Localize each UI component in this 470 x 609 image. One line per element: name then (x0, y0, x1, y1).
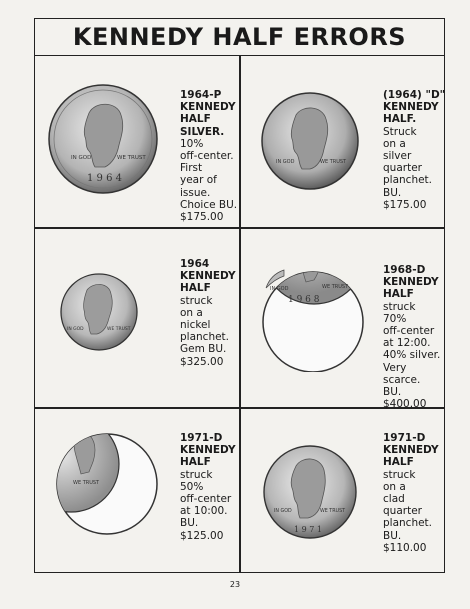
listing-line: $325.00 (180, 355, 224, 368)
listing-cell (240, 408, 446, 572)
coin-motto: WE TRUST (117, 155, 146, 161)
listing-line: struck (180, 294, 213, 307)
listing-cell (35, 408, 239, 572)
coin-motto: IN GOD (276, 159, 295, 165)
coin-motto: IN GOD (71, 155, 92, 161)
listing-line: off-center. (180, 150, 234, 163)
listing-line: 70% (383, 312, 407, 325)
listing-line: 1968-D (383, 264, 426, 276)
listing-line: on a (383, 137, 406, 150)
listing-line: at 10:00. (180, 505, 228, 518)
listing-line: KENNEDY (180, 101, 236, 114)
coin-motto: IN GOD (274, 509, 292, 514)
listing-line: (1964) "D" (383, 89, 446, 101)
coin-motto: WE TRUST (107, 327, 131, 332)
listing-text-1964-d (383, 89, 445, 211)
listing-line: planchet. (383, 174, 433, 187)
listing-line: off-center (383, 325, 435, 338)
coin-image (47, 83, 159, 195)
listing-line: issue. (180, 186, 211, 199)
listing-line: HALF. (383, 113, 417, 126)
listing-line: at 12:00. (383, 337, 431, 350)
listing-line: struck (180, 468, 213, 481)
coin-image (260, 91, 360, 191)
listing-line: BU. (180, 517, 199, 530)
listing-line: KENNEDY (383, 444, 439, 457)
listing-text-1968-d (383, 264, 440, 410)
listing-line: planchet. (383, 517, 433, 530)
coin-date: 1 9 7 1 (294, 525, 322, 534)
page-title: KENNEDY HALF ERRORS (35, 19, 444, 56)
listing-line: 1971-D (383, 432, 426, 444)
listing-line: SILVER. (180, 125, 225, 138)
listing-line: BU. (383, 386, 402, 399)
coin-image (49, 426, 159, 536)
coin-date: 1 9 6 4 (87, 173, 122, 184)
listing-line: 40% silver. (383, 349, 441, 362)
listing-line: KENNEDY (383, 276, 439, 289)
listing-line: BU. (383, 529, 402, 542)
coin-date: 1 9 6 8 (288, 295, 320, 305)
listing-line: quarter (383, 162, 422, 175)
coin-motto: WE TRUST (320, 509, 346, 514)
listing-line: clad (383, 493, 405, 506)
listing-line: nickel (180, 319, 211, 332)
coin-motto: WE TRUST (73, 480, 100, 486)
listing-line: KENNEDY (383, 101, 439, 114)
listing-line: year of (180, 174, 217, 187)
coin-motto: WE TRUST (320, 159, 347, 165)
listing-cell (35, 55, 239, 227)
coin-image (250, 246, 376, 372)
listing-line: 10% (180, 137, 204, 150)
listing-cell (240, 55, 446, 227)
listing-cell (35, 228, 239, 407)
listing-line: silver (383, 150, 412, 163)
listing-line: Struck (383, 125, 417, 138)
listing-line: on a (180, 306, 203, 319)
listing-line: struck (383, 300, 416, 313)
listing-line: KENNEDY (180, 444, 236, 457)
coin-motto: WE TRUST (322, 284, 349, 290)
listing-text-1971-d-clad (383, 432, 439, 554)
listing-cell (240, 228, 446, 411)
listing-line: HALF (383, 288, 414, 301)
page-frame (34, 18, 445, 573)
listing-line: First (180, 162, 203, 175)
coin-motto: IN GOD (67, 327, 84, 332)
listing-line: KENNEDY (180, 270, 236, 283)
listing-line: $125.00 (180, 529, 224, 542)
listing-line: $175.00 (383, 198, 427, 211)
coin-image (59, 272, 139, 352)
listing-line: HALF (383, 456, 414, 469)
listing-line: HALF (180, 282, 211, 295)
listing-line: $400.00 (383, 398, 427, 411)
listing-line: quarter (383, 505, 422, 518)
listing-line: 50% (180, 480, 204, 493)
listing-line: 1971-D (180, 432, 223, 444)
listing-text-1964-p (180, 89, 237, 223)
listing-line: HALF (180, 456, 211, 469)
listing-line: HALF (180, 113, 211, 126)
listing-line: Gem BU. (180, 343, 227, 356)
coin-grid (35, 55, 444, 572)
listing-line: $110.00 (383, 541, 427, 554)
listing-line: planchet. (180, 331, 230, 344)
listing-line: Very (383, 361, 407, 374)
page-number: 23 (229, 580, 241, 589)
listing-line: off-center (180, 493, 232, 506)
listing-text-1971-d-offcenter (180, 432, 236, 542)
listing-line: BU. (383, 186, 402, 199)
listing-line: 1964-P (180, 89, 222, 101)
coin-motto: IN GOD (270, 286, 289, 292)
listing-line: 1964 (180, 258, 210, 270)
listing-line: $175.00 (180, 211, 224, 224)
coin-image (262, 444, 358, 540)
listing-text-1964-nickel (180, 258, 236, 368)
listing-line: Choice BU. (180, 198, 238, 211)
listing-line: on a (383, 480, 406, 493)
listing-line: struck (383, 468, 416, 481)
listing-line: scarce. (383, 373, 421, 386)
